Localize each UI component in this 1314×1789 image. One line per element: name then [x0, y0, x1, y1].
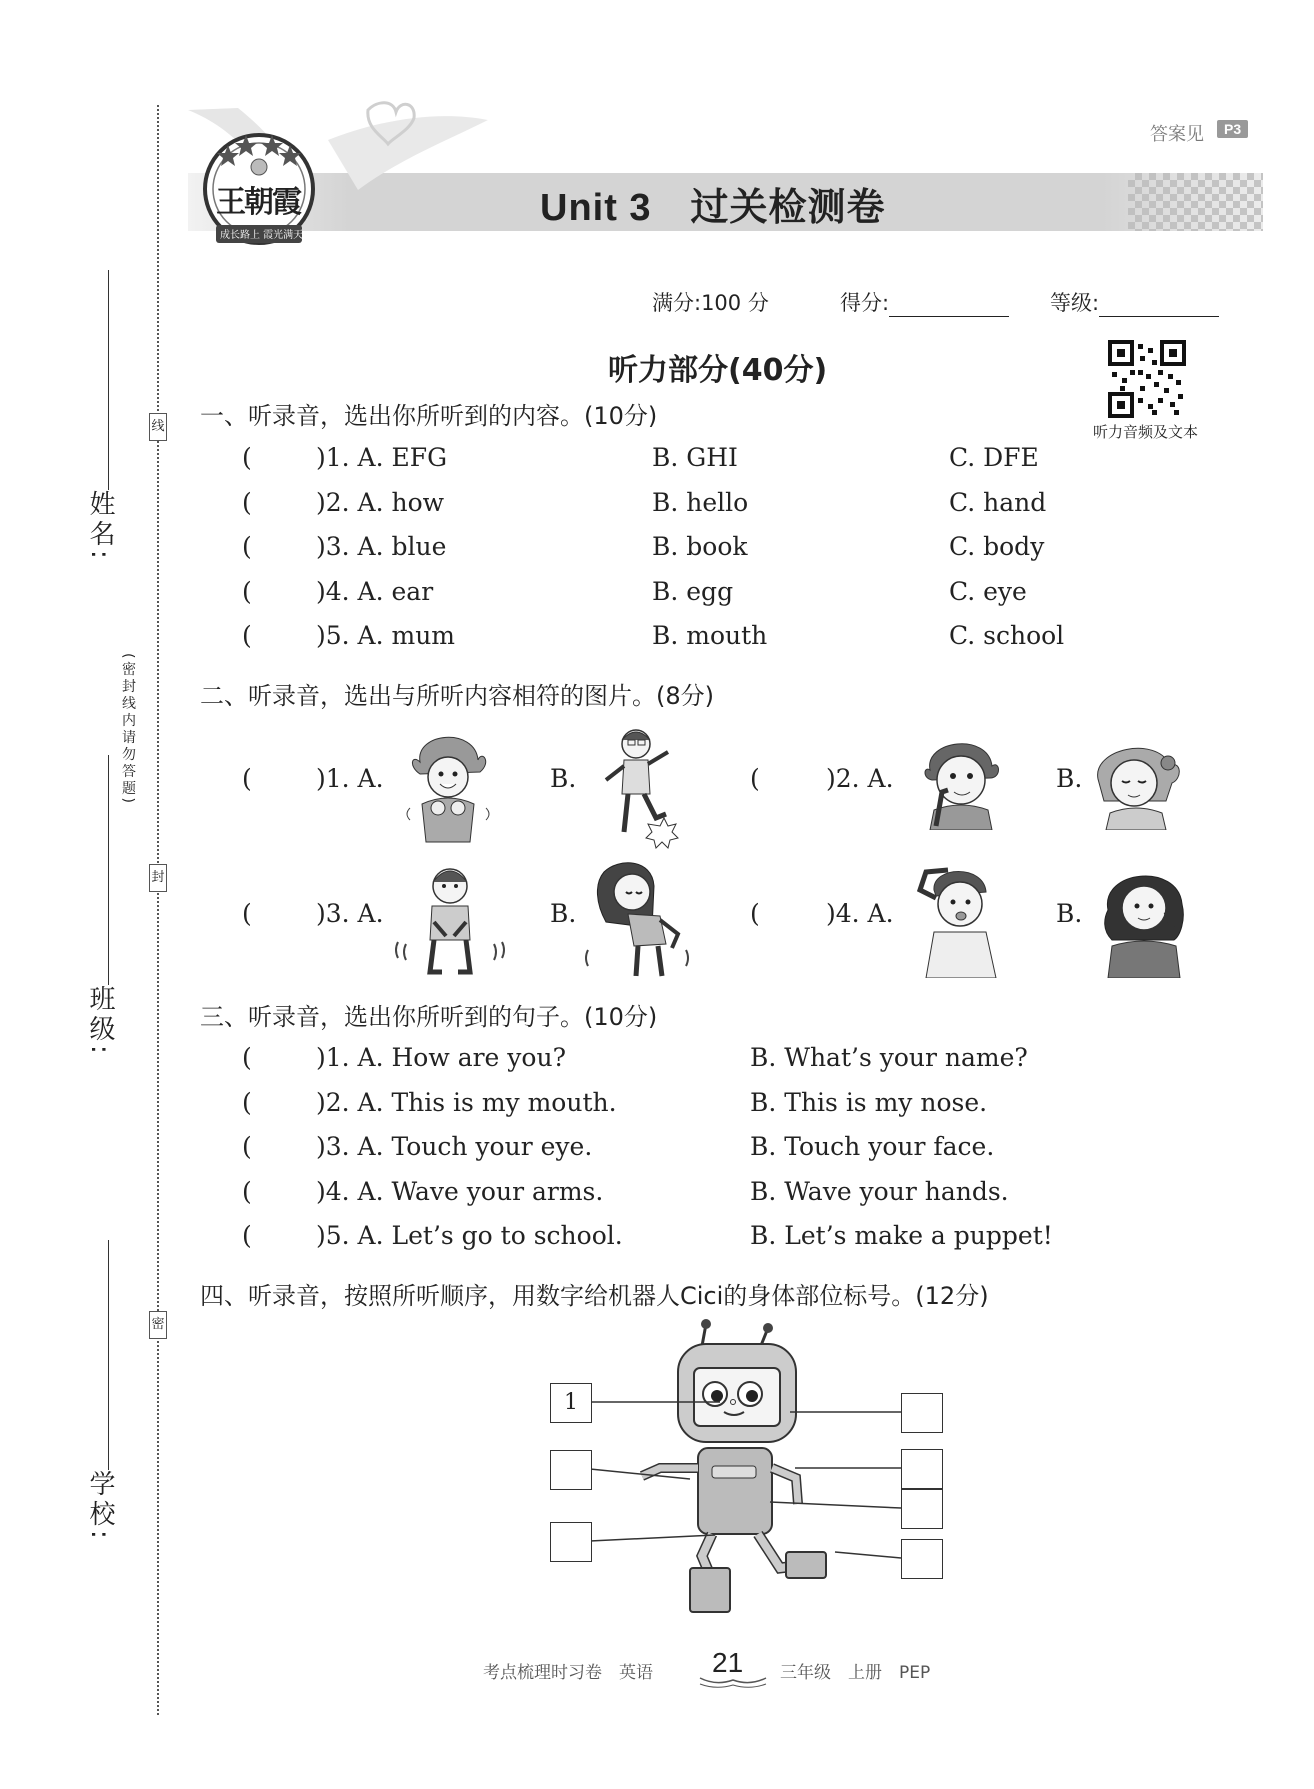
answer-paren[interactable]: (: [242, 1132, 252, 1161]
boy-touching-head-picture: [906, 860, 1016, 978]
sentence-b: B. Touch your face.: [750, 1132, 995, 1161]
binding-dotted-line: [157, 105, 159, 1715]
part1-item-1: [242, 443, 1202, 477]
answer-paren[interactable]: (: [242, 1043, 252, 1072]
girl-eyes-closed-picture: [1086, 735, 1186, 830]
footer-grade: 三年级 上册 PEP: [780, 1663, 931, 1683]
option-c: C. eye: [949, 577, 1027, 606]
listening-section-title: 听力部分(40分): [608, 353, 828, 388]
option-a: )5. A. mum: [316, 621, 456, 650]
label-box-left-2[interactable]: [550, 1450, 592, 1490]
part3-heading: 三、听录音，选出你所听到的句子。(10分): [200, 1003, 658, 1031]
answer-page-badge: P3: [1217, 120, 1248, 138]
qr-caption: 听力音频及文本: [1093, 423, 1199, 441]
page-number: 21: [712, 1647, 744, 1678]
part2-q3-label: )3. A.: [316, 899, 384, 928]
sentence-b: B. Let’s make a puppet!: [750, 1221, 1053, 1250]
banner-checker-pattern: [1128, 173, 1263, 231]
brand-logo: [198, 125, 320, 247]
option-b: B. book: [652, 532, 748, 561]
part1-item-3: [242, 532, 1202, 566]
answer-paren[interactable]: (: [242, 621, 252, 650]
part2-q4-label: )4. A.: [826, 899, 894, 928]
score-blank[interactable]: [889, 294, 1009, 317]
option-b: B. egg: [652, 577, 734, 606]
option-c: C. body: [949, 532, 1045, 561]
answer-paren[interactable]: (: [242, 1221, 252, 1250]
seal-warning: (密封线内请勿答题): [120, 653, 136, 806]
part3-item-1: [242, 1043, 1202, 1077]
part3-item-3: [242, 1132, 1202, 1166]
part2-heading: 二、听录音，选出与所听内容相符的图片。(8分): [200, 682, 714, 710]
boy-stomping-picture: [596, 722, 686, 850]
option-a: )4. A. ear: [316, 577, 434, 606]
part2-q2-label: )2. A.: [826, 764, 894, 793]
logo-name: 王朝霞: [216, 185, 300, 220]
part2-q2-option-b: B.: [1056, 764, 1083, 793]
sentence-b: B. Wave your hands.: [750, 1177, 1009, 1206]
part3-item-5: [242, 1221, 1202, 1255]
class-line: [108, 755, 109, 985]
logo-ribbon-text: 成长路上 霞光满天: [220, 230, 304, 241]
option-a: )2. A. how: [316, 488, 445, 517]
book-icon: [698, 1676, 768, 1688]
sentence-a: )4. A. Wave your arms.: [316, 1177, 604, 1206]
name-line: [108, 270, 109, 490]
grade-field: [1050, 287, 1219, 317]
girl-bending-picture: [582, 858, 697, 980]
page-title: Unit 3 过关检测卷: [540, 187, 886, 229]
part2-q3-option-b: B.: [550, 899, 577, 928]
answer-reference: 答案见: [1150, 124, 1204, 145]
answer-paren[interactable]: (: [242, 764, 252, 793]
secret-mark: 密: [149, 1311, 167, 1339]
option-a: )1. A. EFG: [316, 443, 448, 472]
label-box-right-3[interactable]: [901, 1489, 943, 1529]
part2-q4-option-b: B.: [1056, 899, 1083, 928]
option-c: C. hand: [949, 488, 1047, 517]
name-label: 姓名:: [85, 490, 115, 563]
boy-touching-nose-picture: [916, 730, 1006, 830]
school-label: 学校:: [85, 1470, 115, 1543]
girl-clapping-picture: [400, 722, 495, 844]
seal-mark: 封: [149, 864, 167, 892]
answer-paren[interactable]: (: [242, 532, 252, 561]
robot-leader-lines: [590, 1390, 940, 1590]
answer-paren[interactable]: (: [242, 899, 252, 928]
option-b: B. hello: [652, 488, 749, 517]
label-box-right-4[interactable]: [901, 1539, 943, 1579]
option-c: C. school: [949, 621, 1065, 650]
answer-paren[interactable]: (: [750, 764, 760, 793]
sentence-b: B. What’s your name?: [750, 1043, 1028, 1072]
label-box-right-1[interactable]: [901, 1393, 943, 1433]
part2-q1-option-b: B.: [550, 764, 577, 793]
school-line: [108, 1240, 109, 1470]
score-field: [840, 287, 1009, 317]
sentence-b: B. This is my nose.: [750, 1088, 988, 1117]
answer-paren[interactable]: (: [242, 1088, 252, 1117]
class-label: 班级:: [85, 985, 115, 1058]
option-a: )3. A. blue: [316, 532, 447, 561]
answer-paren[interactable]: (: [750, 899, 760, 928]
qr-code-icon[interactable]: [1108, 340, 1186, 418]
part1-item-5: [242, 621, 1202, 655]
label-box-right-2[interactable]: [901, 1449, 943, 1489]
sentence-a: )1. A. How are you?: [316, 1043, 566, 1072]
part2-q1-label: )1. A.: [316, 764, 384, 793]
full-score: 满分:100 分: [652, 291, 769, 315]
part1-heading: 一、听录音，选出你所听到的内容。(10分): [200, 402, 658, 430]
girl-touching-face-picture: [1094, 860, 1194, 978]
option-c: C. DFE: [949, 443, 1039, 472]
answer-paren[interactable]: (: [242, 443, 252, 472]
grade-blank[interactable]: [1099, 294, 1219, 317]
footer-series: 考点梳理时习卷 英语: [483, 1663, 653, 1683]
grade-label: 等级:: [1050, 291, 1100, 315]
answer-paren[interactable]: (: [242, 577, 252, 606]
sentence-a: )2. A. This is my mouth.: [316, 1088, 617, 1117]
boy-shaking-legs-picture: [390, 860, 515, 978]
option-b: B. GHI: [652, 443, 738, 472]
part1-item-4: [242, 577, 1202, 611]
part1-item-2: [242, 488, 1202, 522]
sentence-a: )3. A. Touch your eye.: [316, 1132, 593, 1161]
option-b: B. mouth: [652, 621, 768, 650]
part3-item-2: [242, 1088, 1202, 1122]
score-label: 得分:: [840, 291, 890, 315]
part4-heading: 四、听录音，按照所听顺序，用数字给机器人Cici的身体部位标号。(12分): [200, 1282, 989, 1310]
label-box-example[interactable]: 1: [550, 1383, 592, 1423]
line-mark: 线: [149, 413, 167, 441]
answer-paren[interactable]: (: [242, 488, 252, 517]
answer-paren[interactable]: (: [242, 1177, 252, 1206]
part3-item-4: [242, 1177, 1202, 1211]
label-box-left-3[interactable]: [550, 1522, 592, 1562]
sentence-a: )5. A. Let’s go to school.: [316, 1221, 623, 1250]
